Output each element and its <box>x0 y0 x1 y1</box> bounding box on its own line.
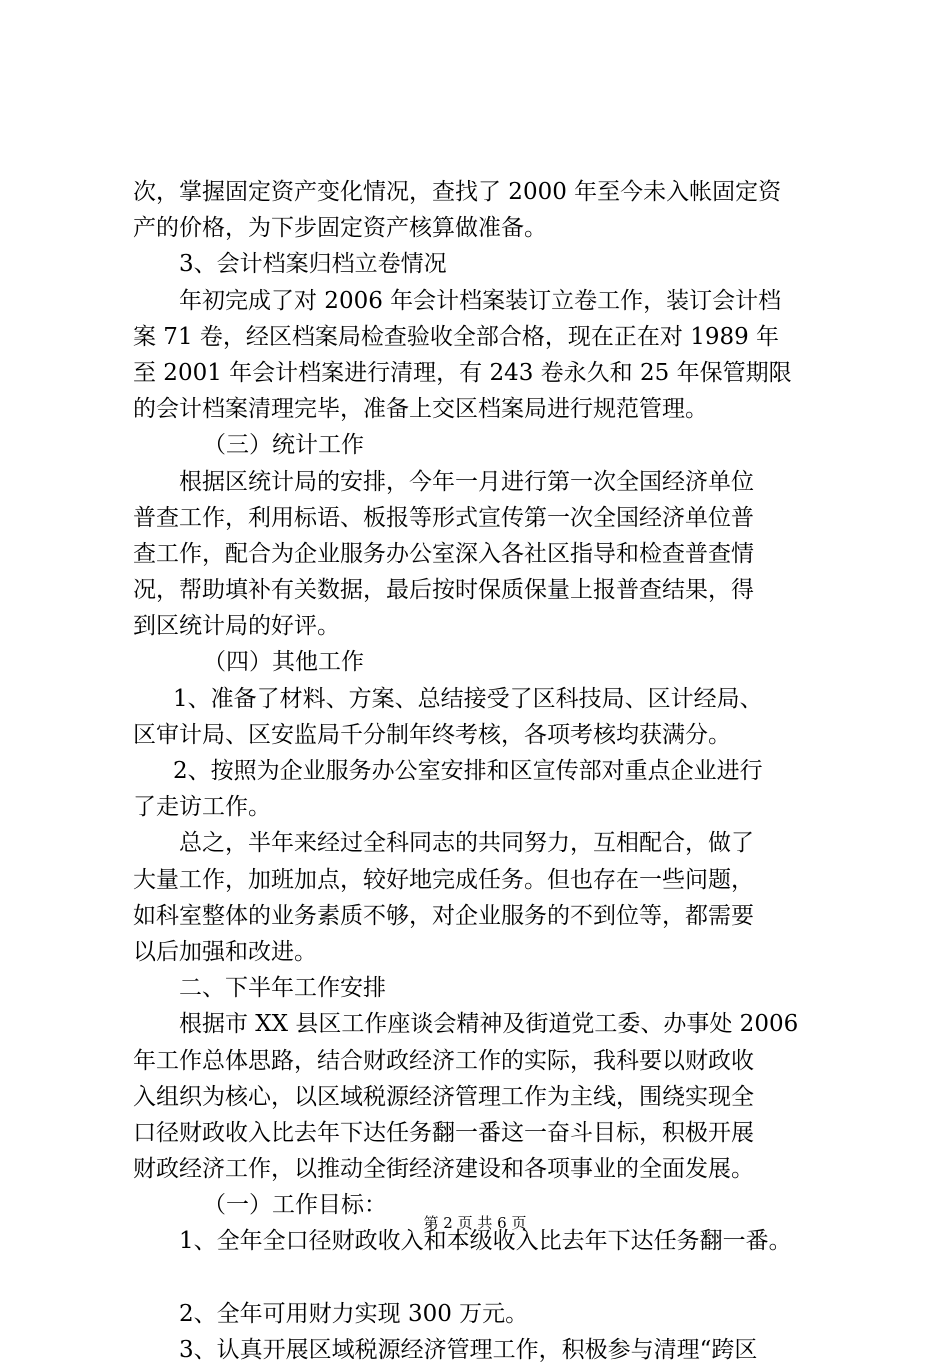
text-line: 1、全年全口径财政收入和本级收入比去年下达任务翻一番。 <box>179 1228 792 1255</box>
text-line: 次，掌握固定资产变化情况，查找了 2000 年至今未入帐固定资 <box>133 179 782 205</box>
text-line: 入组织为核心，以区域税源经济管理工作为主线，围绕实现全 <box>133 1083 754 1110</box>
section-heading: （三）统计工作 <box>203 432 364 459</box>
text-line: 2、按照为企业服务办公室安排和区宣传部对重点企业进行 <box>173 758 763 784</box>
text-line: 以后加强和改进。 <box>133 938 317 965</box>
section-heading: 3、会计档案归档立卷情况 <box>179 251 447 278</box>
section-heading: （一）工作目标： <box>203 1192 387 1219</box>
text-line: 3、认真开展区域税源经济管理工作，积极参与清理“跨区 <box>179 1337 758 1363</box>
section-heading: （四）其他工作 <box>203 649 364 676</box>
text-line: 2、全年可用财力实现 300 万元。 <box>179 1300 529 1327</box>
text-line: 年工作总体思路，结合财政经济工作的实际，我科要以财政收 <box>133 1047 754 1074</box>
text-line: 大量工作，加班加点，较好地完成任务。但也存在一些问题， <box>133 866 754 893</box>
text-line: 区审计局、区安监局千分制年终考核，各项考核均获满分。 <box>133 721 731 748</box>
text-line: 如科室整体的业务素质不够，对企业服务的不到位等，都需要 <box>133 902 754 929</box>
text-line: 1、准备了材料、方案、总结接受了区科技局、区计经局、 <box>173 685 763 712</box>
text-line: 根据市 XX 县区工作座谈会精神及街道党工委、办事处 2006 <box>179 1011 799 1038</box>
text-line: 的会计档案清理完毕，准备上交区档案局进行规范管理。 <box>133 396 708 423</box>
text-line: 到区统计局的好评。 <box>133 613 340 640</box>
blank-line <box>133 1260 838 1296</box>
text-line: 至 2001 年会计档案进行清理，有 243 卷永久和 25 年保管期限 <box>133 359 792 386</box>
text-line: 了走访工作。 <box>133 794 271 821</box>
text-line: 产的价格，为下步固定资产核算做准备。 <box>133 215 547 242</box>
document-body <box>133 174 838 1368</box>
text-line: 财政经济工作，以推动全街经济建设和各项事业的全面发展。 <box>133 1156 754 1183</box>
text-line: 年初完成了对 2006 年会计档案装订立卷工作，装订会计档 <box>179 287 782 314</box>
text-line: 总之，半年来经过全科同志的共同努力，互相配合，做了 <box>179 830 754 857</box>
text-line: 况，帮助填补有关数据，最后按时保质保量上报普查结果，得 <box>133 577 754 604</box>
page-number-footer: 第 2 页 共 6 页 <box>423 1214 527 1232</box>
text-line: 根据区统计局的安排，今年一月进行第一次全国经济单位 <box>179 468 754 495</box>
section-heading: 二、下半年工作安排 <box>179 975 386 1002</box>
text-line: 查工作，配合为企业服务办公室深入各社区指导和检查普查情 <box>133 540 754 567</box>
text-line: 案 71 卷，经区档案局检查验收全部合格，现在正在对 1989 年 <box>133 323 780 350</box>
text-line: 普查工作，利用标语、板报等形式宣传第一次全国经济单位普 <box>133 504 754 531</box>
text-line: 口径财政收入比去年下达任务翻一番这一奋斗目标，积极开展 <box>133 1119 754 1146</box>
